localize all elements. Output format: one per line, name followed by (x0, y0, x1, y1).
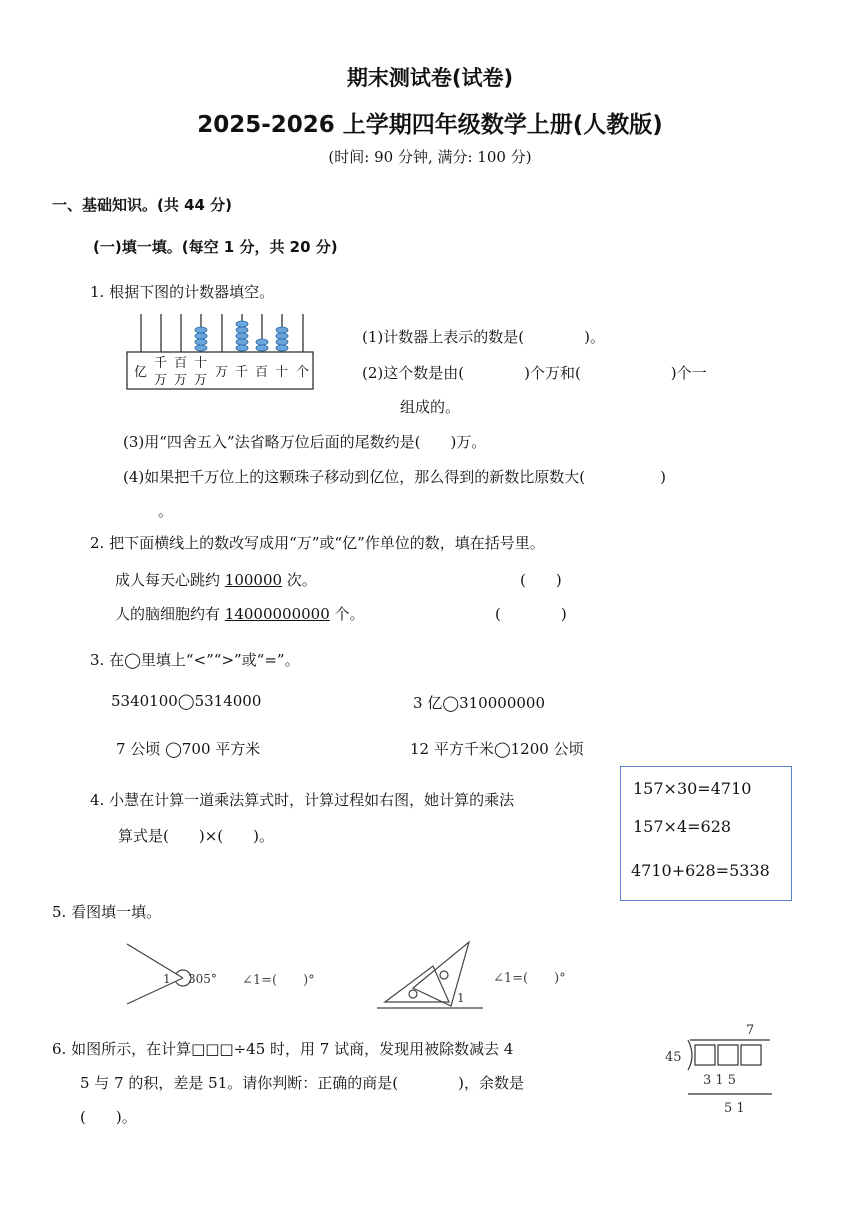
q2-blank2: ( ) (495, 605, 567, 623)
q2-line2-pre: 人的脑细胞约有 (115, 605, 225, 623)
bead (236, 321, 248, 327)
abacus-label: 个 (296, 365, 310, 380)
q1-part4-cont: 。 (158, 502, 174, 520)
page-title: 期末测试卷(试卷) (346, 66, 514, 90)
exam-info: (时间: 90 分钟, 满分: 100 分) (328, 148, 532, 166)
abacus-label: 万 (215, 365, 229, 380)
digit-box (695, 1045, 715, 1065)
bead (276, 339, 288, 345)
division-quotient: 7 (746, 1023, 755, 1038)
q6-line1: 6. 如图所示，在计算□□□÷45 时，用 7 试商，发现用被除数减去 4 (52, 1040, 514, 1058)
bead (236, 339, 248, 345)
q1-part2-cont: 组成的。 (400, 398, 461, 416)
q6-line2: 5 与 7 的积，差是 51。请你判断：正确的商是( )，余数是 (80, 1074, 524, 1092)
bead (276, 333, 288, 339)
bead (256, 339, 268, 345)
q2-blank1: ( ) (520, 571, 562, 589)
angle-figure-1 (120, 940, 370, 1010)
q1-part1: (1)计数器上表示的数是( )。 (362, 328, 605, 346)
digit-box (718, 1045, 738, 1065)
calc-line: 157×30=4710 (633, 779, 752, 798)
angle-value: 305° (188, 972, 217, 986)
bead (276, 327, 288, 333)
q3-item-a: 5340100◯5314000 (111, 692, 262, 710)
division-difference: 5 1 (724, 1101, 745, 1116)
angle-label: 1 (163, 972, 171, 986)
angle-figure-2 (375, 938, 615, 1013)
q2-line1 (115, 569, 317, 590)
q3-item-d: 12 平方千米◯1200 公顷 (410, 740, 584, 758)
q2-line2-number: 14000000000 (224, 605, 330, 623)
q5-stem: 5. 看图填一填。 (52, 903, 162, 921)
abacus-figure (125, 312, 315, 392)
q4-stem-cont: 算式是( )×( )。 (118, 827, 274, 845)
subsection-heading: (一)填一填。(每空 1 分，共 20 分) (93, 238, 338, 256)
q2-line1-number: 100000 (224, 571, 283, 589)
bead (236, 345, 248, 351)
q1-part2: (2)这个数是由( )个万和( )个一 (362, 364, 707, 382)
abacus-label: 万 (154, 373, 168, 388)
bead (195, 339, 207, 345)
calculation-box (620, 766, 792, 901)
bead (195, 327, 207, 333)
answer-blank-1: ∠1=( )° (242, 973, 315, 988)
page-subtitle: 2025-2026 上学期四年级数学上册(人教版) (197, 112, 663, 138)
q1-part3: (3)用“四舍五入”法省略万位后面的尾数约是( )万。 (123, 433, 487, 451)
q2-line2 (115, 603, 365, 624)
answer-blank-2: ∠1=( )° (493, 971, 566, 986)
q6-line3: ( )。 (80, 1108, 137, 1126)
abacus-label: 亿 (134, 365, 148, 380)
abacus-label: 千 (154, 356, 168, 371)
abacus-label: 十 (194, 356, 208, 371)
q2-line2-post: 个。 (329, 605, 365, 623)
abacus-label: 万 (174, 373, 188, 388)
abacus-label: 百 (174, 356, 188, 371)
bead (195, 345, 207, 351)
angle-label: 1 (457, 991, 465, 1005)
abacus-label: 百 (255, 365, 269, 380)
q3-stem: 3. 在◯里填上“<”“>”或“=”。 (90, 651, 300, 669)
q1-stem: 1. 根据下图的计数器填空。 (90, 283, 275, 301)
digit-box (741, 1045, 761, 1065)
bead (195, 333, 207, 339)
q2-line1-post: 次。 (282, 571, 317, 589)
division-divisor: 45 (665, 1050, 682, 1065)
division-product: 3 1 5 (703, 1073, 737, 1088)
q4-stem: 4. 小慧在计算一道乘法算式时，计算过程如右图，她计算的乘法 (90, 791, 515, 809)
abacus-label: 十 (275, 365, 289, 380)
bead (236, 327, 248, 333)
q3-item-c: 7 公顷 ◯700 平方米 (116, 740, 261, 758)
section-heading: 一、基础知识。(共 44 分) (52, 196, 233, 214)
abacus-label: 万 (194, 373, 208, 388)
bead (236, 333, 248, 339)
long-division-figure (660, 1018, 780, 1118)
calc-line: 4710+628=5338 (631, 861, 770, 880)
q1-part4: (4)如果把千万位上的这颗珠子移动到亿位，那么得到的新数比原数大( ) (123, 468, 666, 486)
calc-line: 157×4=628 (633, 817, 732, 836)
bead (276, 345, 288, 351)
q2-line1-pre: 成人每天心跳约 (115, 571, 225, 589)
abacus-label: 千 (235, 365, 249, 380)
q3-item-b: 3 亿◯310000000 (413, 694, 545, 712)
bead (256, 345, 268, 351)
q2-stem: 2. 把下面横线上的数改写成用“万”或“亿”作单位的数，填在括号里。 (90, 534, 545, 552)
